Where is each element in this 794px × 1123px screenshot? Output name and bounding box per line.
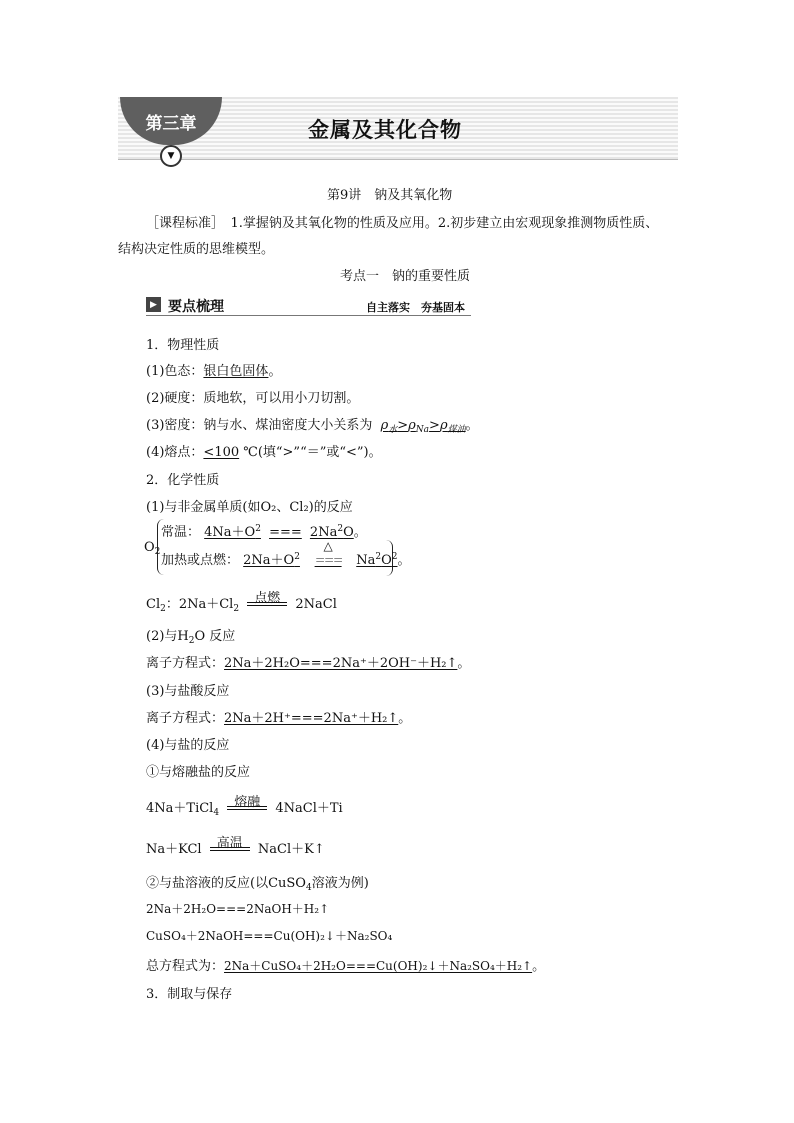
normal-sup: 2: [337, 524, 344, 534]
greater-than: >: [429, 418, 440, 433]
o2-symbol: O: [144, 540, 155, 555]
normal-end: 。: [353, 525, 367, 540]
molten1-equals-line: [227, 806, 267, 810]
cl2-product: 2NaCl: [295, 597, 337, 612]
rho-subscript: Na: [415, 425, 430, 435]
color-label: (1)色态：: [146, 364, 204, 379]
cl2-reactants: ：2Na＋Cl: [165, 597, 234, 612]
solution-heading-text: ②与盐溶液的反应(以CuSO: [146, 876, 306, 891]
lecture-title: 第9讲 钠及其氧化物: [327, 188, 453, 203]
normal-reactants: 4Na＋O: [204, 525, 256, 540]
section-slogan: 自主落实 夯基固本: [366, 301, 465, 314]
acid-equation: 2Na＋2H⁺===2Na⁺＋H₂↑: [224, 711, 399, 726]
heat-eq-right: [356, 553, 397, 568]
total-equation: [146, 955, 545, 974]
molten-heading: ①与熔融盐的反应: [146, 765, 251, 780]
heat-reactants: 2Na＋O: [243, 553, 295, 568]
cl2-reaction: [146, 593, 337, 612]
rho-subscript: 水: [388, 425, 398, 435]
heat-end: 。: [397, 553, 411, 568]
cl2-symbol: Cl: [146, 597, 161, 612]
acid-end: 。: [398, 711, 412, 726]
hardness: (2)硬度：质地软，可以用小刀切割。: [146, 391, 360, 406]
water-heading-text: O 反应: [194, 629, 236, 644]
prep-heading: 3．制取与保存: [146, 987, 233, 1002]
section-title: 要点梳理: [168, 299, 224, 315]
rho-symbol: ρ: [439, 418, 448, 433]
ionic-label: 离子方程式：: [146, 656, 225, 671]
topic-title: 考点一 钠的重要性质: [340, 269, 471, 284]
total-label: 总方程式为：: [146, 959, 225, 974]
cl2-subscript: 2: [160, 604, 166, 614]
normal-eq-right: [310, 525, 354, 540]
molten-reaction-2: [146, 838, 325, 857]
density-relation: [381, 418, 466, 433]
course-standard-line2: 结构决定性质的思维模型。: [118, 242, 275, 257]
section-header: [146, 295, 471, 316]
molten2-reactants: Na＋KCl: [146, 842, 202, 857]
o2-subscript: 2: [154, 547, 161, 557]
rho-subscript: 煤油: [447, 425, 466, 435]
normal-arrow: ===: [269, 525, 302, 540]
water-heading-text: (2)与H: [146, 629, 189, 644]
heat-sup: 2: [294, 552, 300, 562]
water-heading: [146, 625, 235, 644]
solution-eq-1: 2Na＋2H₂O===2NaOH＋H₂↑: [146, 902, 330, 916]
molten1-products: 4NaCl＋Ti: [275, 801, 343, 816]
normal-product-o: O: [343, 525, 354, 540]
solution-heading: [146, 872, 369, 891]
water-equation: 2Na＋2H₂O===2Na⁺＋2OH⁻＋H₂↑: [224, 656, 458, 671]
melting-point: [146, 441, 382, 460]
density: [146, 414, 479, 433]
normal-sup: 2: [255, 524, 261, 534]
rho-symbol: ρ: [408, 418, 416, 433]
molten2-equals-line: [210, 847, 250, 851]
heat-arrow-block: [308, 539, 348, 568]
density-label: (3)密度：钠与水、煤油密度大小关系为: [146, 418, 373, 433]
play-icon: ▶: [146, 297, 161, 312]
molten2-products: NaCl＋K↑: [257, 842, 325, 857]
heat-reaction: [161, 539, 411, 568]
chapter-title: 金属及其化合物: [308, 118, 462, 142]
ionic-label: 离子方程式：: [146, 711, 225, 726]
salt-heading: (4)与盐的反应: [146, 738, 230, 753]
cl2-equals-line: [247, 602, 287, 606]
water-end: 。: [457, 656, 471, 671]
heat-condition: △: [323, 539, 333, 553]
normal-eq-left: [204, 525, 261, 540]
molten1-condition: 熔融: [234, 795, 261, 810]
heat-label: 加热或点燃：: [161, 553, 240, 568]
heat-sup: 2: [375, 552, 382, 562]
nonmetal-heading: (1)与非金属单质(如O₂、Cl₂)的反应: [146, 500, 353, 515]
heat-arrow: ＝＝＝: [314, 554, 342, 567]
heat-product: Na: [356, 553, 376, 568]
heat-sup: 2: [391, 552, 398, 562]
total-eq: 2Na＋CuSO₄＋2H₂O===Cu(OH)₂↓＋Na₂SO₄＋H₂↑: [224, 959, 533, 973]
solution-heading-text: 溶液为例): [311, 876, 369, 891]
color-value: 银白色固体: [203, 364, 269, 379]
molten1-arrow-block: [227, 795, 267, 812]
chapter-banner: [118, 97, 678, 159]
molten1-reactants: 4Na＋TiCl: [146, 801, 214, 816]
normal-product: 2Na: [309, 525, 338, 540]
melt-label: (4)熔点：: [146, 445, 204, 460]
normal-label: 常温：: [161, 525, 201, 540]
melt-value: <100: [203, 445, 240, 460]
water-subscript: 2: [188, 636, 195, 646]
density-end: 。: [465, 418, 479, 433]
color-state: [146, 360, 281, 379]
acid-heading: (3)与盐酸反应: [146, 684, 230, 699]
molten2-arrow-block: [210, 836, 250, 853]
physical-heading: 1．物理性质: [146, 338, 220, 353]
cl2-arrow-block: [247, 591, 287, 608]
chapter-tab: 第三章: [120, 97, 222, 145]
melt-rest: ℃(填“>”“＝”或“<”)。: [239, 445, 382, 460]
chevron-down-icon: ▼: [160, 145, 182, 167]
rho-symbol: ρ: [380, 418, 389, 433]
water-ionic: [146, 652, 470, 671]
greater-than: >: [397, 418, 409, 433]
solution-eq-2: CuSO₄＋2NaOH===Cu(OH)₂↓＋Na₂SO₄: [146, 929, 393, 943]
color-end: 。: [268, 364, 282, 379]
normal-temp-reaction: [161, 521, 367, 540]
molten-reaction-1: [146, 797, 343, 816]
molten2-condition: 高温: [216, 836, 243, 851]
heat-product-o: O: [381, 553, 392, 568]
chemical-heading: 2．化学性质: [146, 473, 220, 488]
molten1-subscript: 4: [213, 808, 220, 818]
cl2-subscript: 2: [233, 604, 240, 614]
acid-ionic: [146, 707, 411, 726]
solution-subscript: 4: [305, 883, 312, 893]
total-end: 。: [532, 959, 546, 974]
heat-eq-left: [243, 553, 300, 568]
course-standard-line1: ［课程标准］ 1.掌握钠及其氧化物的性质及应用。2.初步建立由宏观现象推测物质性质、: [146, 216, 659, 231]
cl2-condition: 点燃: [254, 591, 281, 606]
